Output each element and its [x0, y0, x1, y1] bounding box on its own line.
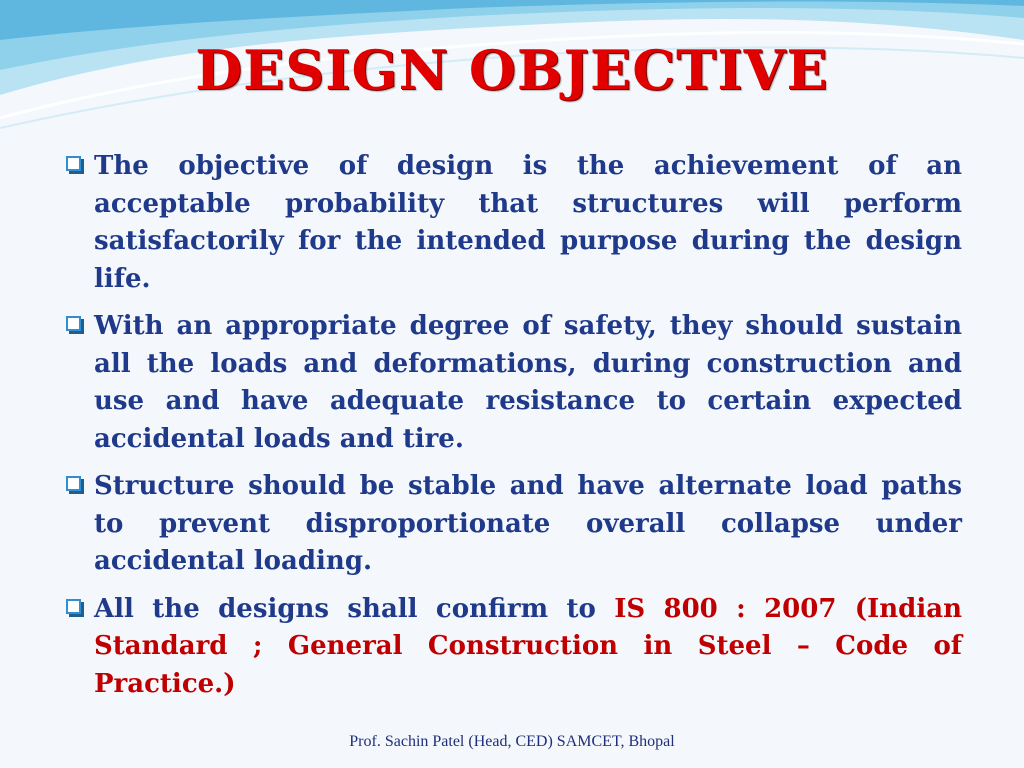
bullet-item	[66, 591, 962, 704]
standard-reference: IS 800 : 2007 (Indian Standard ; General Construction in Steel – Code of Practice.)	[94, 593, 962, 699]
bullet-text-lead: All the designs shall confirm to	[94, 593, 615, 624]
bullet-text: Structure should be stable and have alternate load paths to prevent disproportionate overall collapse under accidental loading.	[94, 471, 962, 576]
square-bullet-icon	[66, 308, 94, 331]
bullet-text	[94, 591, 962, 704]
bullet-text: The objective of design is the achievement of an acceptable probability that structures will perform satisfactorily for the intended purpose during the design life.	[94, 151, 962, 294]
bullet-item	[66, 468, 962, 581]
square-bullet-icon	[66, 468, 94, 491]
bullet-item	[66, 308, 962, 458]
slide-footer: Prof. Sachin Patel (Head, CED) SAMCET, Bhopal	[349, 733, 675, 750]
bullet-item	[66, 148, 962, 298]
square-bullet-icon	[66, 591, 94, 614]
slide-title: DESIGN OBJECTIVE	[195, 38, 829, 102]
square-bullet-icon	[66, 148, 94, 171]
bullet-list	[66, 148, 962, 713]
bullet-text: With an appropriate degree of safety, they should sustain all the loads and deformations, during construction and use and have adequate resistance to certain expected accidental loads and tire.	[94, 311, 962, 454]
